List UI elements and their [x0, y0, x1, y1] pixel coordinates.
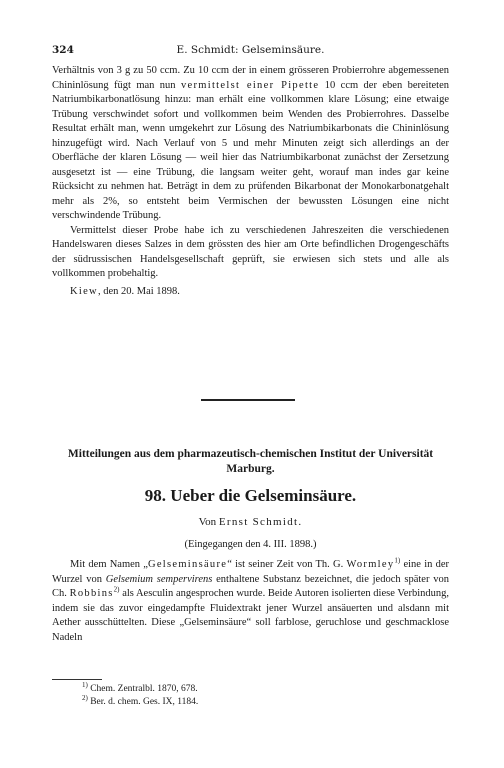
running-header	[52, 44, 449, 58]
text-run: Mit dem Namen „	[70, 559, 148, 570]
previous-article-text	[52, 64, 449, 299]
place-date	[52, 285, 449, 300]
paragraph	[52, 558, 449, 645]
footnote-ref: 2)	[113, 585, 120, 594]
text-run: 10 ccm der eben bereiteten Natriumbikarbonatlösung hinzu: man erhält eine vollkommen klare Lösung; eine etwaige Trübung verschwindet sofort und vollkommen beim Wenden des Probierrohres. Dasselbe Resultat erhält man, wenn umgekehrt zur Lösung des Natriumbikarbonats die Chininlösung hinzugefügt wird. Nach Verlauf von 5 und mehr Minuten zeigt sich allerdings an der Oberfläche der klaren Lösung — weil hier das Natriumbikarbonat zunächst der Zersetzung ausgesetzt ist — eine Trübung, die langsam weiter geht, worauf man indes gar keine Rücksicht zu nehmen hat. Beträgt in dem zu prüfenden Bikarbonat der Monokarbonatgehalt mehr als 2%, so entsteht beim Vermischen der bewussten Lösungen eine nicht verschwindende Trübung.	[52, 79, 449, 221]
place: Kiew	[70, 285, 98, 297]
author-name: Ernst Schmidt.	[218, 516, 303, 528]
section-divider	[201, 399, 295, 401]
author-line	[52, 515, 449, 529]
footnote-divider	[52, 679, 102, 680]
text-run: als Aesculin angesprochen wurde. Beide Autoren isolierten diese Verbindung, indem sie das zuvor eingedampfte Fluidextrakt jener Wurzel ansäuerten und alsdann mit Aether ausschüttelten. Diese „Gelseminsäure“ soll farblose, geruchlose und geschmacklose Nadeln	[52, 588, 449, 643]
spaced-text: Gelseminsäure	[147, 559, 228, 570]
text-run: Verhältnis von 3 g zu 50 ccm. Zu 10 ccm der in einem grösseren Probierrohre abgemessenen Chininlösung fügt man nun	[52, 65, 449, 91]
spaced-text: Wormley	[346, 559, 395, 570]
article-body	[52, 558, 449, 645]
text-run: eine in der Wurzel von	[52, 559, 450, 585]
italic-text: Gelsemium sempervirens	[105, 573, 213, 585]
received-date: (Eingegangen den 4. III. 1898.)	[184, 539, 317, 550]
footnote-ref: 1)	[394, 556, 401, 565]
date: , den 20. Mai 1898.	[97, 285, 180, 297]
text-run: “ ist seiner Zeit von Th. G.	[227, 559, 347, 570]
paragraph	[52, 64, 449, 224]
paragraph: Vermittelst dieser Probe habe ich zu verschiedenen Jahreszeiten die verschiedenen Handelswaren dieses Salzes in dem grössten des hier am Orte befindlichen Drogengeschäfts der südrussischen Handelsgesellschaft geprüft, sie erwiesen sich stets und alle als vollkommen probehaltig.	[52, 224, 449, 279]
spaced-text: vermittelst einer Pipette	[180, 79, 320, 91]
footnotes	[82, 680, 442, 709]
footnote: $^{2)}$ Ber. d. chem. Ges. IX, 1184.	[82, 693, 199, 707]
footnote: $^{1)}$ Chem. Zentralbl. 1870, 678.	[82, 680, 198, 694]
institute-heading: Mitteilungen aus dem pharmazeutisch-chemischen Institut der Universität Marburg.	[67, 448, 434, 475]
running-title: E. Schmidt: Gelseminsäure.	[176, 44, 325, 56]
text-run: enthaltene Substanz bezeichnet, die jedoch später von Ch.	[52, 573, 449, 599]
author-prefix: Von	[198, 516, 219, 528]
page-number: 324	[52, 44, 74, 56]
article-title: 98. Ueber die Gelseminsäure.	[144, 486, 357, 505]
spaced-text: Robbins	[69, 588, 114, 599]
